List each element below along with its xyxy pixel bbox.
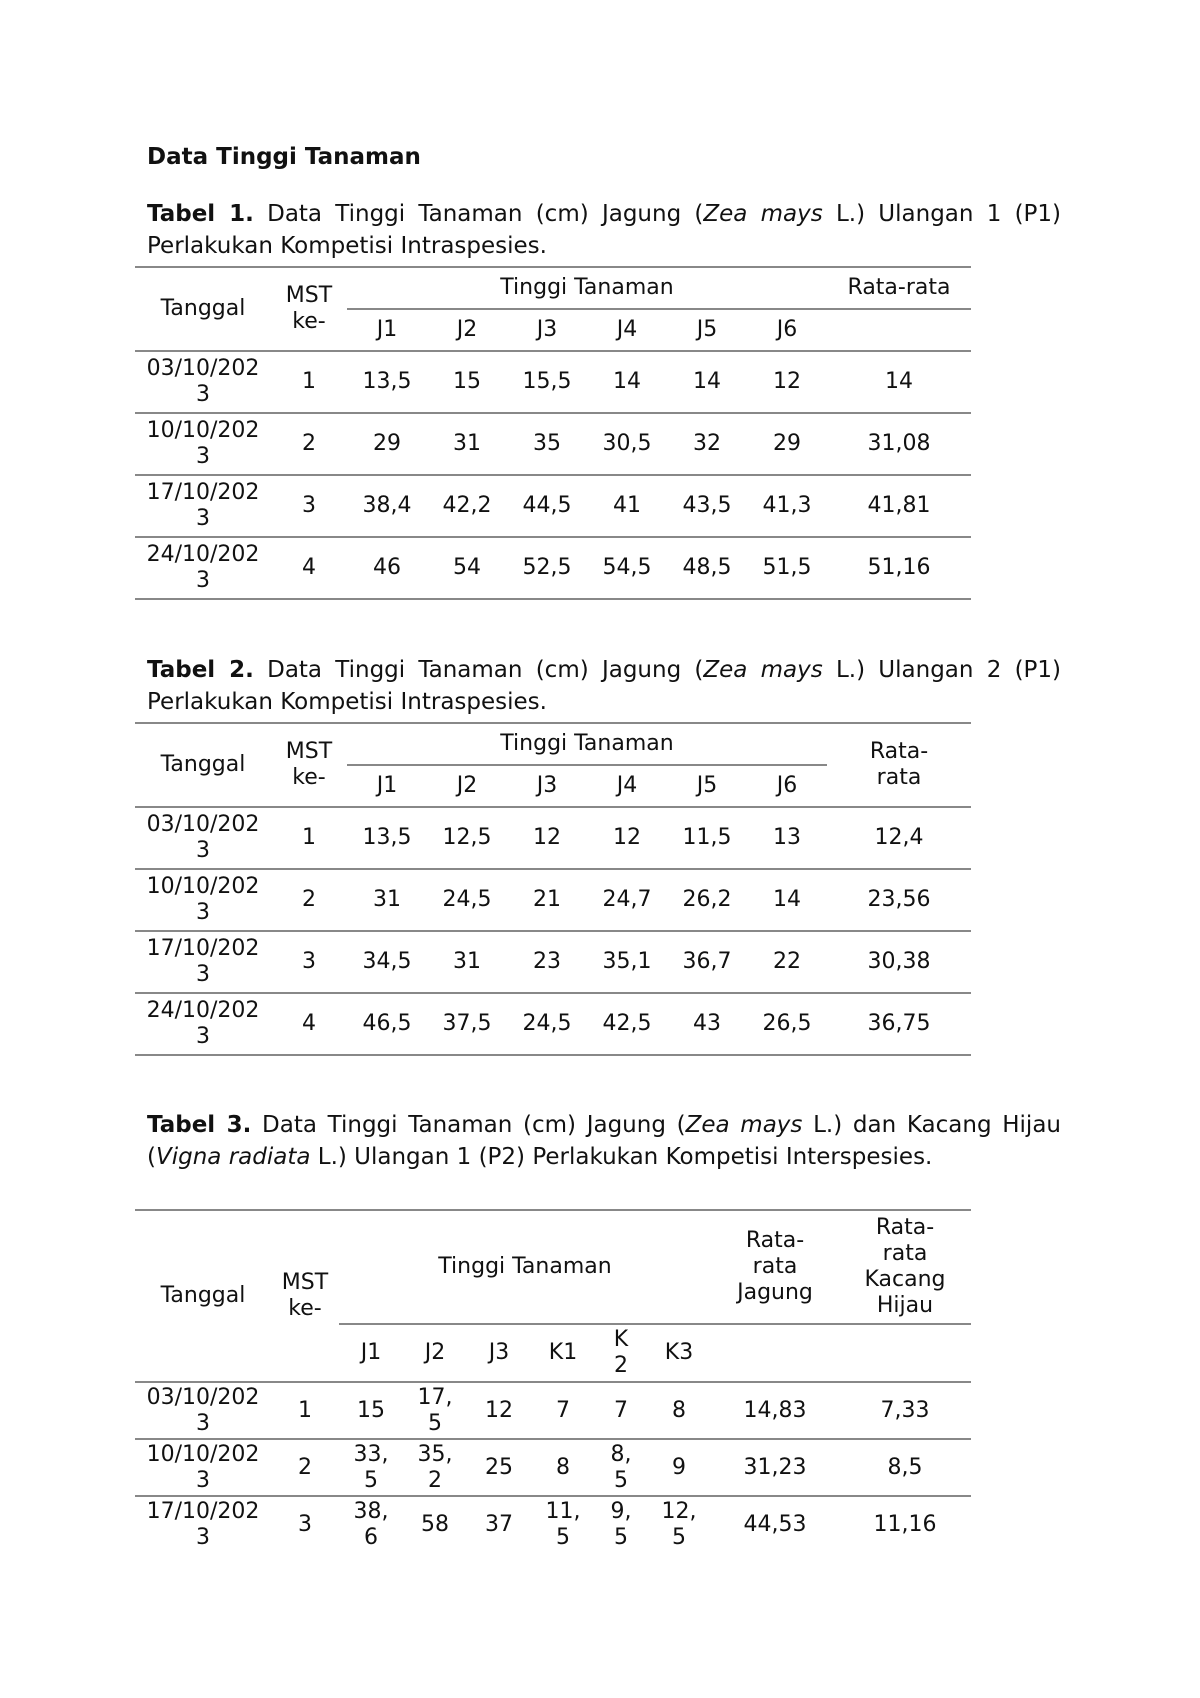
value-cell: 22 <box>773 949 801 974</box>
value-cell: 37,5 <box>442 1011 492 1036</box>
col-header: J5 <box>667 309 747 351</box>
value-cell: 21 <box>533 887 561 912</box>
table-row <box>135 931 971 993</box>
value-cell: 12,5 <box>661 1499 697 1550</box>
table-row <box>135 1382 971 1439</box>
value-cell: 8,5 <box>610 1441 632 1493</box>
value-cell: 33,5 <box>353 1441 389 1493</box>
caption-text: L.) Ulangan 1 (P1) Perlakukan Kompetisi Intraspesies. <box>147 201 1062 259</box>
value-cell: 12,5 <box>442 825 492 850</box>
value-cell: 29 <box>373 431 401 456</box>
col-header: J2 <box>403 1324 467 1382</box>
table-2-label: Tabel 2. <box>147 657 254 683</box>
value-cell: 35,1 <box>602 949 652 974</box>
col-header: J2 <box>427 309 507 351</box>
mst-cell: 4 <box>302 555 316 580</box>
value-cell: 30,5 <box>602 431 652 456</box>
header-tanggal: Tanggal <box>135 723 271 807</box>
value-cell: 43,5 <box>682 493 732 518</box>
value-cell: 12 <box>485 1397 513 1423</box>
value-cell: 48,5 <box>682 555 732 580</box>
avg-cell: 14 <box>885 369 913 394</box>
table-row <box>135 351 971 413</box>
value-cell: 24,5 <box>522 1011 572 1036</box>
col-header: K1 <box>531 1324 595 1382</box>
value-cell: 37 <box>485 1512 513 1537</box>
table-1-caption <box>147 198 1061 262</box>
mst-cell: 1 <box>302 825 316 850</box>
table-2-caption <box>147 654 1061 718</box>
value-cell: 52,5 <box>522 555 572 580</box>
value-cell: 13,5 <box>362 369 412 394</box>
value-cell: 8 <box>672 1397 686 1423</box>
table-3-label: Tabel 3. <box>147 1112 252 1138</box>
date-cell: 10/10/2023 <box>146 1441 260 1493</box>
date-cell: 03/10/2023 <box>146 356 260 407</box>
value-cell: 36,7 <box>682 949 732 974</box>
date-cell: 10/10/2023 <box>146 418 260 469</box>
value-cell: 12 <box>613 825 641 850</box>
header-mst: MST ke- <box>271 267 347 351</box>
date-cell: 17/10/2023 <box>146 480 260 531</box>
value-cell: 54,5 <box>602 555 652 580</box>
caption-text: Data Tinggi Tanaman (cm) Jagung ( <box>251 1112 686 1138</box>
value-cell: 15 <box>453 369 481 394</box>
col-header: J1 <box>347 309 427 351</box>
avg-jagung-cell: 31,23 <box>743 1454 807 1480</box>
value-cell: 12 <box>533 825 561 850</box>
avg-jagung-cell: 14,83 <box>743 1397 807 1423</box>
caption-italic: Vigna radiata <box>155 1144 311 1170</box>
header-tinggi: Tinggi Tanaman <box>438 1254 612 1279</box>
value-cell: 38,4 <box>362 493 412 518</box>
value-cell: 58 <box>421 1512 449 1537</box>
value-cell: 31 <box>453 431 481 456</box>
value-cell: 17,5 <box>417 1384 453 1436</box>
value-cell: 31 <box>453 949 481 974</box>
table-row <box>135 537 971 599</box>
value-cell: 46,5 <box>362 1011 412 1036</box>
header-tanggal: Tanggal <box>135 1210 271 1382</box>
mst-cell: 1 <box>302 369 316 394</box>
col-header: J6 <box>747 765 827 807</box>
value-cell: 44,5 <box>522 493 572 518</box>
header-tanggal: Tanggal <box>135 267 271 351</box>
date-cell: 24/10/2023 <box>146 542 260 593</box>
value-cell: 34,5 <box>362 949 412 974</box>
caption-text: Data Tinggi Tanaman (cm) Jagung ( <box>253 201 704 227</box>
value-cell: 26,5 <box>762 1011 812 1036</box>
value-cell: 42,2 <box>442 493 492 518</box>
value-cell: 51,5 <box>762 555 812 580</box>
header-rata-jagung: Rata-rata Jagung <box>737 1228 813 1305</box>
table-row <box>135 993 971 1055</box>
table-row <box>135 807 971 869</box>
caption-text: L.) dan Kacang Hijau ( <box>147 1112 1061 1170</box>
value-cell: 14 <box>773 887 801 912</box>
header-rata: Rata-rata <box>827 723 971 807</box>
header-rata: Rata-rata <box>847 275 951 300</box>
mst-cell: 2 <box>302 431 316 456</box>
value-cell: 26,2 <box>682 887 732 912</box>
mst-cell: 4 <box>302 1011 316 1036</box>
avg-cell: 23,56 <box>867 887 931 912</box>
value-cell: 11,5 <box>682 825 732 850</box>
caption-text: L.) Ulangan 1 (P2) Perlakukan Kompetisi Interspesies. <box>310 1144 933 1170</box>
caption-italic: Zea mays <box>703 657 823 683</box>
date-cell: 17/10/2023 <box>146 1499 260 1550</box>
avg-cell: 12,4 <box>874 825 924 850</box>
value-cell: 13 <box>773 825 801 850</box>
avg-kacang-cell: 7,33 <box>880 1397 930 1423</box>
header-tinggi: Tinggi Tanaman <box>500 275 674 300</box>
col-header: K3 <box>647 1324 711 1382</box>
value-cell: 14 <box>613 369 641 394</box>
value-cell: 31 <box>373 887 401 912</box>
value-cell: 38,6 <box>353 1499 389 1550</box>
mst-cell: 2 <box>298 1454 312 1480</box>
avg-cell: 31,08 <box>867 431 931 456</box>
value-cell: 41 <box>613 493 641 518</box>
table-row <box>135 869 971 931</box>
value-cell: 23 <box>533 949 561 974</box>
mst-cell: 3 <box>302 493 316 518</box>
table-3-caption <box>147 1109 1061 1173</box>
caption-italic: Zea mays <box>685 1112 803 1138</box>
value-cell: 35 <box>533 431 561 456</box>
value-cell: 42,5 <box>602 1011 652 1036</box>
col-header: J3 <box>507 765 587 807</box>
mst-cell: 1 <box>298 1397 312 1423</box>
value-cell: 46 <box>373 555 401 580</box>
col-header: K2 <box>595 1324 647 1382</box>
page-heading: Data Tinggi Tanaman <box>147 144 421 170</box>
col-header: J1 <box>347 765 427 807</box>
col-header: J4 <box>587 309 667 351</box>
table-2 <box>135 722 971 1056</box>
col-header: J6 <box>747 309 827 351</box>
value-cell: 9,5 <box>610 1499 632 1550</box>
value-cell: 12 <box>773 369 801 394</box>
value-cell: 43 <box>693 1011 721 1036</box>
table-1-label: Tabel 1. <box>147 201 254 227</box>
value-cell: 29 <box>773 431 801 456</box>
value-cell: 32 <box>693 431 721 456</box>
col-header: J5 <box>667 765 747 807</box>
value-cell: 9 <box>672 1454 686 1480</box>
header-mst: MST ke- <box>271 723 347 807</box>
value-cell: 41,3 <box>762 493 812 518</box>
caption-text: Data Tinggi Tanaman (cm) Jagung ( <box>253 657 704 683</box>
table-3 <box>135 1209 971 1553</box>
date-cell: 03/10/2023 <box>146 812 260 863</box>
value-cell: 15,5 <box>522 369 572 394</box>
avg-cell: 30,38 <box>867 949 931 974</box>
header-mst: MST ke- <box>271 1210 339 1382</box>
value-cell: 7 <box>556 1397 570 1423</box>
table-1 <box>135 266 971 600</box>
header-tinggi: Tinggi Tanaman <box>500 731 674 756</box>
caption-text: L.) Ulangan 2 (P1) Perlakukan Kompetisi Intraspesies. <box>147 657 1062 715</box>
avg-cell: 41,81 <box>867 493 931 518</box>
table-row <box>135 413 971 475</box>
col-header: J1 <box>339 1324 403 1382</box>
avg-cell: 51,16 <box>867 555 931 580</box>
table-row <box>135 1496 971 1553</box>
avg-kacang-cell: 8,5 <box>887 1454 923 1480</box>
avg-jagung-cell: 44,53 <box>743 1512 807 1537</box>
col-header: J2 <box>427 765 507 807</box>
value-cell: 24,5 <box>442 887 492 912</box>
avg-kacang-cell: 11,16 <box>873 1512 937 1537</box>
avg-cell: 36,75 <box>867 1011 931 1036</box>
value-cell: 13,5 <box>362 825 412 850</box>
mst-cell: 3 <box>298 1512 312 1537</box>
mst-cell: 2 <box>302 887 316 912</box>
value-cell: 14 <box>693 369 721 394</box>
date-cell: 10/10/2023 <box>146 874 260 925</box>
value-cell: 11,5 <box>545 1499 581 1550</box>
value-cell: 25 <box>485 1454 513 1480</box>
value-cell: 8 <box>556 1454 570 1480</box>
value-cell: 24,7 <box>602 887 652 912</box>
table-row <box>135 475 971 537</box>
date-cell: 03/10/2023 <box>146 1384 260 1436</box>
mst-cell: 3 <box>302 949 316 974</box>
date-cell: 17/10/2023 <box>146 936 260 987</box>
header-rata-kacang: Rata-rata Kacang Hijau <box>864 1215 946 1318</box>
date-cell: 24/10/2023 <box>146 998 260 1049</box>
col-header: J4 <box>587 765 667 807</box>
col-header: J3 <box>507 309 587 351</box>
value-cell: 35,2 <box>417 1441 453 1493</box>
caption-italic: Zea mays <box>703 201 823 227</box>
value-cell: 54 <box>453 555 481 580</box>
table-row <box>135 1439 971 1496</box>
value-cell: 7 <box>614 1397 628 1423</box>
col-header: J3 <box>467 1324 531 1382</box>
value-cell: 15 <box>357 1397 385 1423</box>
